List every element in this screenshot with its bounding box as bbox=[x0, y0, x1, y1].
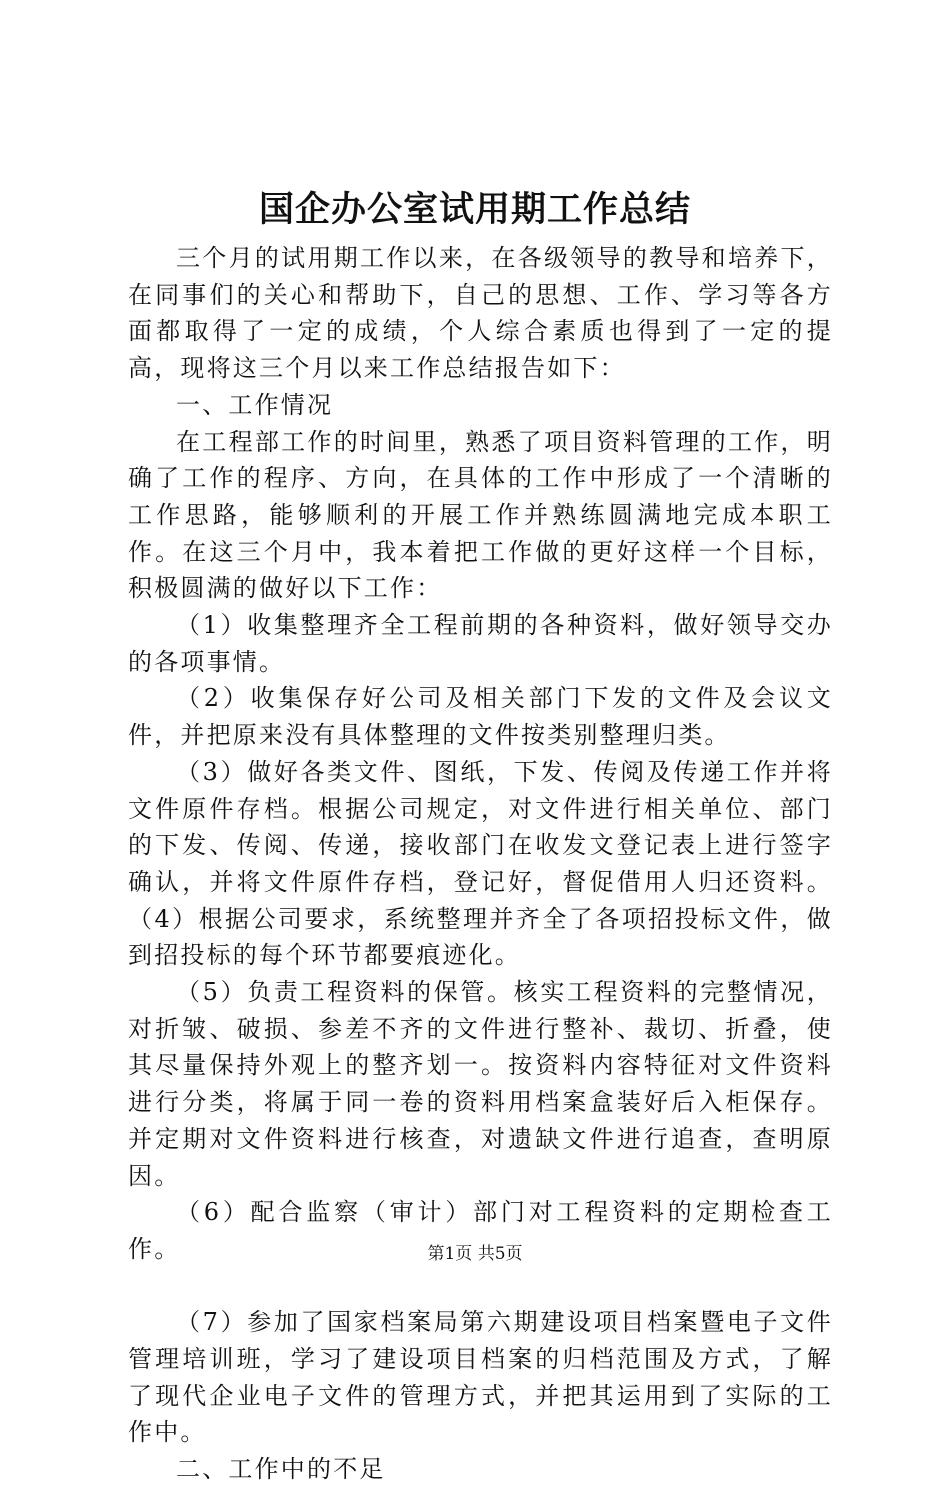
list-item-6: （6）配合监察（审计）部门对工程资料的定期检查工作。 bbox=[128, 1198, 833, 1263]
list-item-2: （2）收集保存好公司及相关部门下发的文件及会议文件，并把原来没有具体整理的文件按类别整理归类。 bbox=[128, 684, 833, 750]
document-body bbox=[128, 240, 833, 1488]
section-heading-work-status: 一、工作情况 bbox=[176, 390, 334, 419]
paragraph-work-overview: 在工程部工作的时间里，熟悉了项目资料管理的工作，明确了工作的程序、方向，在具体的工作中形成了一个清晰的工作思路，能够顺利的开展工作并熟练圆满地完成本职工作。在这三个月中，我本着把工作做的更好这样一个目标，积极圆满的做好以下工作： bbox=[128, 427, 833, 603]
list-item-7: （7）参加了国家档案局第六期建设项目档案暨电子文件管理培训班，学习了建设项目档案的归档范围及方式，了解了现代企业电子文件的管理方式，并把其运用到了实际的工作中。 bbox=[128, 1308, 833, 1447]
list-item-5: （5）负责工程资料的保管。核实工程资料的完整情况，对折皱、破损、参差不齐的文件进行整补、裁切、折叠，使其尽量保持外观上的整齐划一。按资料内容特征对文件资料进行分类，将属于同一卷的资料用档案盒装好后入柜保存。并定期对文件资料进行核查，对遗缺文件进行追查，查明原因。 bbox=[128, 978, 833, 1190]
section-heading-shortcomings: 二、工作中的不足 bbox=[176, 1455, 386, 1484]
document-title: 国企办公室试用期工作总结 bbox=[258, 189, 691, 230]
paragraph-intro: 三个月的试用期工作以来，在各级领导的教导和培养下，在同事们的关心和帮助下，自己的思想、工作、学习等各方面都取得了一定的成绩，个人综合素质也得到了一定的提高，现将这三个月以来工作总结报告如下： bbox=[128, 244, 833, 383]
list-item-3-4: （3）做好各类文件、图纸，下发、传阅及传递工作并将文件原件存档。根据公司规定，对文件进行相关单位、部门的下发、传阅、传递，接收部门在收发文登记表上进行签字确认，并将文件原件存档，登记好，督促借用人归还资料。（4）根据公司要求，系统整理并齐全了各项招投标文件，做到招投标的每个环节都要痕迹化。 bbox=[128, 757, 833, 970]
list-item-1: （1）收集整理齐全工程前期的各种资料，做好领导交办的各项事情。 bbox=[128, 611, 833, 676]
page-number-footer: 第1页 共5页 bbox=[427, 1244, 523, 1264]
